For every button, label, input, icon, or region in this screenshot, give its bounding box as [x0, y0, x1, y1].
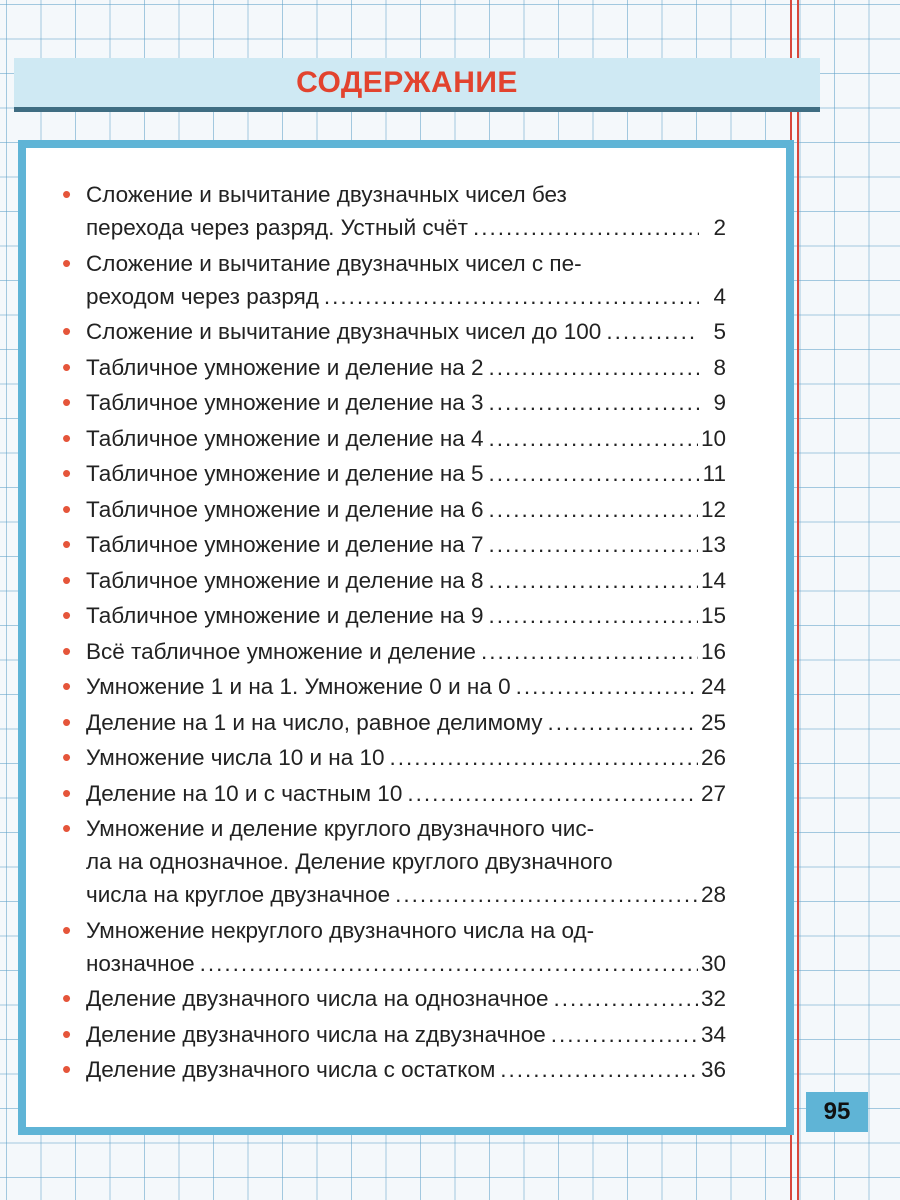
toc-entry-last-line	[86, 493, 726, 526]
toc-entry	[86, 812, 726, 911]
toc-entry	[86, 422, 726, 455]
dot-leader	[489, 351, 699, 384]
dot-leader	[489, 599, 698, 632]
toc-page-number: 11	[702, 461, 726, 486]
toc-entry-text: Умножение числа 10 и на 10	[86, 745, 385, 770]
dot-leader	[489, 493, 698, 526]
dot-leader	[554, 982, 698, 1015]
toc-item	[62, 982, 726, 1015]
toc-entry-text: Табличное умножение и деление на 6	[86, 496, 484, 522]
toc-entry	[86, 493, 726, 526]
bullet-icon: •	[62, 813, 72, 843]
toc-entry-last-line	[86, 670, 726, 703]
toc-entry-last-line	[86, 457, 726, 490]
dot-leader	[489, 528, 698, 561]
toc-entry-text: Умножение 1 и на 1. Умножение 0 и на 0	[86, 674, 511, 699]
dot-leader	[489, 564, 698, 597]
bullet-icon: •	[62, 983, 72, 1013]
toc-entry-last-line	[86, 777, 726, 810]
toc-entry-text: Табличное умножение и деление на 3	[86, 390, 484, 415]
toc-item	[62, 706, 726, 739]
bullet-icon: •	[62, 529, 72, 559]
toc-entry-text: нозначное	[86, 950, 195, 976]
toc-entry	[86, 670, 726, 703]
dot-leader	[324, 280, 699, 313]
page-title: СОДЕРЖАНИЕ	[296, 65, 518, 99]
toc-page-number: 32	[700, 986, 726, 1011]
bullet-icon: •	[62, 351, 72, 382]
toc-item	[62, 741, 726, 774]
toc-entry	[86, 1053, 726, 1086]
bullet-icon: •	[62, 458, 72, 488]
dot-leader	[395, 878, 698, 911]
toc-page-number: 13	[700, 532, 726, 557]
toc-page-number: 26	[700, 745, 726, 770]
bullet-icon: •	[62, 564, 72, 595]
toc-entry-text: Деление двузначного числа на однозначное	[86, 986, 549, 1011]
toc-item	[62, 247, 726, 313]
toc-item	[62, 812, 726, 911]
toc-page-number: 28	[700, 882, 726, 907]
toc-entry-text: Сложение и вычитание двузначных чисел до 100	[86, 319, 602, 344]
page-number: 95	[806, 1092, 868, 1132]
dot-leader	[548, 706, 698, 739]
toc-entry-text: Табличное умножение и деление на 8	[86, 567, 484, 593]
toc-item	[62, 1053, 726, 1086]
toc-entry-last-line	[86, 528, 726, 561]
toc-entry-text: Табличное умножение и деление на 5	[86, 461, 484, 486]
toc-entry	[86, 457, 726, 490]
bullet-icon: •	[62, 1054, 72, 1084]
toc-entry-text: Деление на 10 и с частным 10	[86, 780, 403, 806]
toc-entry	[86, 635, 726, 668]
toc-entry	[86, 315, 726, 348]
toc-page-number: 25	[700, 709, 726, 735]
toc-page-number: 36	[700, 1057, 726, 1082]
contents-panel	[18, 140, 794, 1135]
toc-item	[62, 599, 726, 632]
toc-entry	[86, 599, 726, 632]
toc-page-number: 24	[700, 674, 726, 699]
toc-page-number: 5	[713, 319, 726, 344]
toc-page-number: 12	[700, 496, 726, 522]
toc-item	[62, 351, 726, 384]
toc-entry-text: перехода через разряд. Устный счёт	[86, 215, 468, 240]
toc-entry-text: Табличное умножение и деление на 9	[86, 603, 484, 628]
toc-entry-last-line	[86, 635, 726, 668]
dot-leader	[500, 1053, 698, 1086]
title-bar	[14, 58, 820, 112]
bullet-icon: •	[62, 179, 72, 209]
toc-entry-last-line	[86, 422, 726, 455]
toc-entry-line: ла на однозначное. Деление круглого двузначного	[86, 849, 613, 874]
toc-entry-last-line	[86, 1018, 726, 1051]
toc-entry	[86, 706, 726, 739]
toc-entry-last-line	[86, 982, 726, 1015]
toc-page-number: 2	[713, 215, 726, 240]
margin-line	[797, 0, 799, 1200]
toc-item	[62, 777, 726, 810]
toc-item	[62, 564, 726, 597]
toc-entry-last-line	[86, 741, 726, 774]
toc-item	[62, 914, 726, 980]
bullet-icon: •	[62, 247, 72, 278]
toc-entry	[86, 564, 726, 597]
toc-entry-text: Деление на 1 и на число, равное делимому	[86, 709, 543, 735]
toc-item	[62, 315, 726, 348]
toc-entry-last-line	[86, 280, 726, 313]
toc-entry	[86, 777, 726, 810]
toc-page-number: 30	[700, 950, 726, 976]
dot-leader	[407, 777, 698, 810]
dot-leader	[481, 635, 698, 668]
dot-leader	[489, 457, 699, 490]
toc-entry-line: Умножение некруглого двузначного числа на од-	[86, 917, 595, 943]
toc-item	[62, 1018, 726, 1051]
toc-entry-last-line	[86, 599, 726, 632]
bullet-icon: •	[62, 742, 72, 772]
toc-entry-text: Всё табличное умножение и деление	[86, 638, 476, 664]
dot-leader	[551, 1018, 698, 1051]
toc-entry-text: Деление двузначного числа с остатком	[86, 1057, 496, 1082]
toc-page-number: 4	[713, 283, 726, 309]
toc-item	[62, 178, 726, 244]
toc-page-number: 34	[700, 1021, 726, 1047]
toc-entry	[86, 1018, 726, 1051]
toc-entry-text: Табличное умножение и деление на 7	[86, 532, 484, 557]
toc-page-number: 9	[713, 390, 726, 415]
dot-leader	[489, 386, 699, 419]
bullet-icon: •	[62, 422, 72, 453]
toc-entry	[86, 351, 726, 384]
toc-entry-last-line	[86, 947, 726, 980]
toc-item	[62, 528, 726, 561]
table-of-contents	[62, 178, 726, 1086]
toc-entry-line: Сложение и вычитание двузначных чисел с пе-	[86, 250, 582, 276]
toc-item	[62, 457, 726, 490]
contents-panel-inner	[26, 148, 786, 1127]
bullet-icon: •	[62, 635, 72, 666]
toc-entry	[86, 386, 726, 419]
toc-entry	[86, 982, 726, 1015]
toc-entry-last-line	[86, 564, 726, 597]
bullet-icon: •	[62, 316, 72, 346]
toc-entry-last-line	[86, 386, 726, 419]
toc-item	[62, 493, 726, 526]
toc-entry-last-line	[86, 315, 726, 348]
toc-entry	[86, 741, 726, 774]
toc-entry	[86, 247, 726, 313]
bullet-icon: •	[62, 671, 72, 701]
toc-entry	[86, 528, 726, 561]
toc-page-number: 10	[700, 425, 726, 451]
toc-item	[62, 670, 726, 703]
toc-item	[62, 386, 726, 419]
toc-entry-last-line	[86, 878, 726, 911]
bullet-icon: •	[62, 600, 72, 630]
toc-entry-text: Деление двузначного числа на zдвузначное	[86, 1021, 546, 1047]
bullet-icon: •	[62, 1018, 72, 1049]
dot-leader	[606, 315, 699, 348]
toc-entry-last-line	[86, 1053, 726, 1086]
toc-page-number: 16	[700, 638, 726, 664]
dot-leader	[200, 947, 698, 980]
bullet-icon: •	[62, 493, 72, 524]
toc-page-number: 27	[700, 780, 726, 806]
toc-entry-text: Табличное умножение и деление на 4	[86, 425, 484, 451]
toc-entry-line: Умножение и деление круглого двузначного чис-	[86, 816, 595, 841]
dot-leader	[473, 211, 699, 244]
bullet-icon: •	[62, 387, 72, 417]
toc-entry-last-line	[86, 706, 726, 739]
toc-entry	[86, 178, 726, 244]
toc-page-number: 8	[713, 354, 726, 380]
dot-leader	[489, 422, 698, 455]
toc-item	[62, 422, 726, 455]
toc-entry	[86, 914, 726, 980]
toc-entry-last-line	[86, 211, 726, 244]
toc-item	[62, 635, 726, 668]
bullet-icon: •	[62, 914, 72, 945]
toc-entry-text: числа на круглое двузначное	[86, 882, 391, 907]
toc-entry-text: Табличное умножение и деление на 2	[86, 354, 484, 380]
toc-page-number: 14	[700, 567, 726, 593]
bullet-icon: •	[62, 706, 72, 737]
dot-leader	[516, 670, 698, 703]
toc-entry-last-line	[86, 351, 726, 384]
dot-leader	[390, 741, 698, 774]
toc-page-number: 15	[700, 603, 726, 628]
toc-entry-text: реходом через разряд	[86, 283, 319, 309]
toc-entry-line: Сложение и вычитание двузначных чисел без	[86, 182, 567, 207]
bullet-icon: •	[62, 777, 72, 808]
